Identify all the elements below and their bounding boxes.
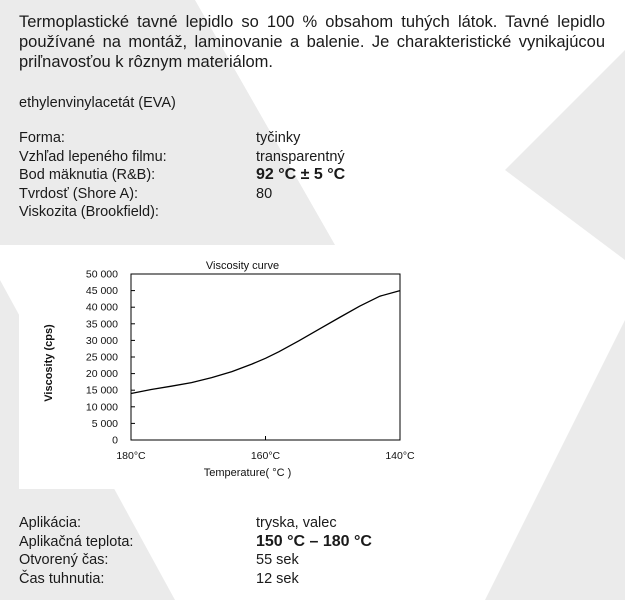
property-value: 80 bbox=[256, 185, 273, 202]
y-axis-label: Viscosity (cps) bbox=[43, 324, 55, 402]
property-label: Tvrdosť (Shore A): bbox=[19, 185, 139, 202]
chart-title: Viscosity curve bbox=[205, 260, 280, 272]
viscosity-series-line bbox=[131, 291, 400, 394]
y-tick-label: 25 000 bbox=[85, 351, 118, 364]
y-tick-label: 45 000 bbox=[85, 285, 118, 298]
property-label: Viskozita (Brookfield): bbox=[19, 204, 159, 220]
application-row bbox=[19, 551, 439, 570]
y-tick-label: 40 000 bbox=[85, 301, 118, 314]
property-label: Vzhľad lepeného filmu: bbox=[19, 148, 167, 165]
application-row bbox=[19, 514, 439, 533]
plot-frame bbox=[131, 274, 400, 440]
x-tick-label: 140°C bbox=[385, 450, 415, 462]
application-value: 55 sek bbox=[256, 552, 299, 568]
application-label: Aplikačná teplota: bbox=[19, 533, 134, 550]
property-row bbox=[19, 203, 439, 222]
y-tick-label: 5 000 bbox=[91, 417, 118, 430]
property-row bbox=[19, 148, 439, 167]
material-type: ethylenvinylacetát (EVA) bbox=[19, 95, 176, 111]
y-tick-label: 15 000 bbox=[85, 384, 118, 397]
viscosity-chart-svg bbox=[19, 257, 446, 489]
application-label: Otvorený čas: bbox=[19, 552, 109, 568]
x-tick-label: 180°C bbox=[116, 450, 146, 462]
application-list bbox=[19, 514, 439, 588]
property-value: tyčinky bbox=[256, 130, 301, 146]
application-row bbox=[19, 533, 439, 552]
property-label: Bod mäknutia (R&B): bbox=[19, 167, 156, 183]
y-tick-label: 35 000 bbox=[85, 318, 118, 331]
application-value: 12 sek bbox=[256, 570, 299, 587]
x-tick-label: 160°C bbox=[250, 450, 281, 462]
product-description: Termoplastické tavné lepidlo so 100 % obsahom tuhých látok. Tavné lepidlo používané na montáž, laminovanie a balenie. Je charakteristické vynikajúcou priľnavosťou k rôznym materiálom. bbox=[19, 13, 605, 71]
y-tick-label: 50 000 bbox=[85, 268, 118, 281]
y-tick-label: 30 000 bbox=[85, 334, 118, 347]
x-axis-label: Temperature( °C ) bbox=[203, 467, 292, 479]
application-value: tryska, valec bbox=[256, 515, 337, 531]
viscosity-chart bbox=[19, 257, 446, 489]
property-label: Forma: bbox=[19, 130, 65, 146]
property-value: transparentný bbox=[256, 148, 345, 165]
property-row bbox=[19, 166, 439, 185]
property-row bbox=[19, 129, 439, 148]
property-row bbox=[19, 185, 439, 204]
y-tick-label: 0 bbox=[112, 434, 118, 447]
application-label: Aplikácia: bbox=[19, 515, 82, 531]
properties-list bbox=[19, 129, 439, 222]
property-value: 92 °C ± 5 °C bbox=[256, 166, 346, 183]
application-row bbox=[19, 570, 439, 589]
y-tick-label: 10 000 bbox=[85, 401, 118, 414]
application-value: 150 °C – 180 °C bbox=[256, 532, 372, 550]
y-tick-label: 20 000 bbox=[85, 368, 118, 381]
application-label: Čas tuhnutia: bbox=[19, 570, 105, 587]
